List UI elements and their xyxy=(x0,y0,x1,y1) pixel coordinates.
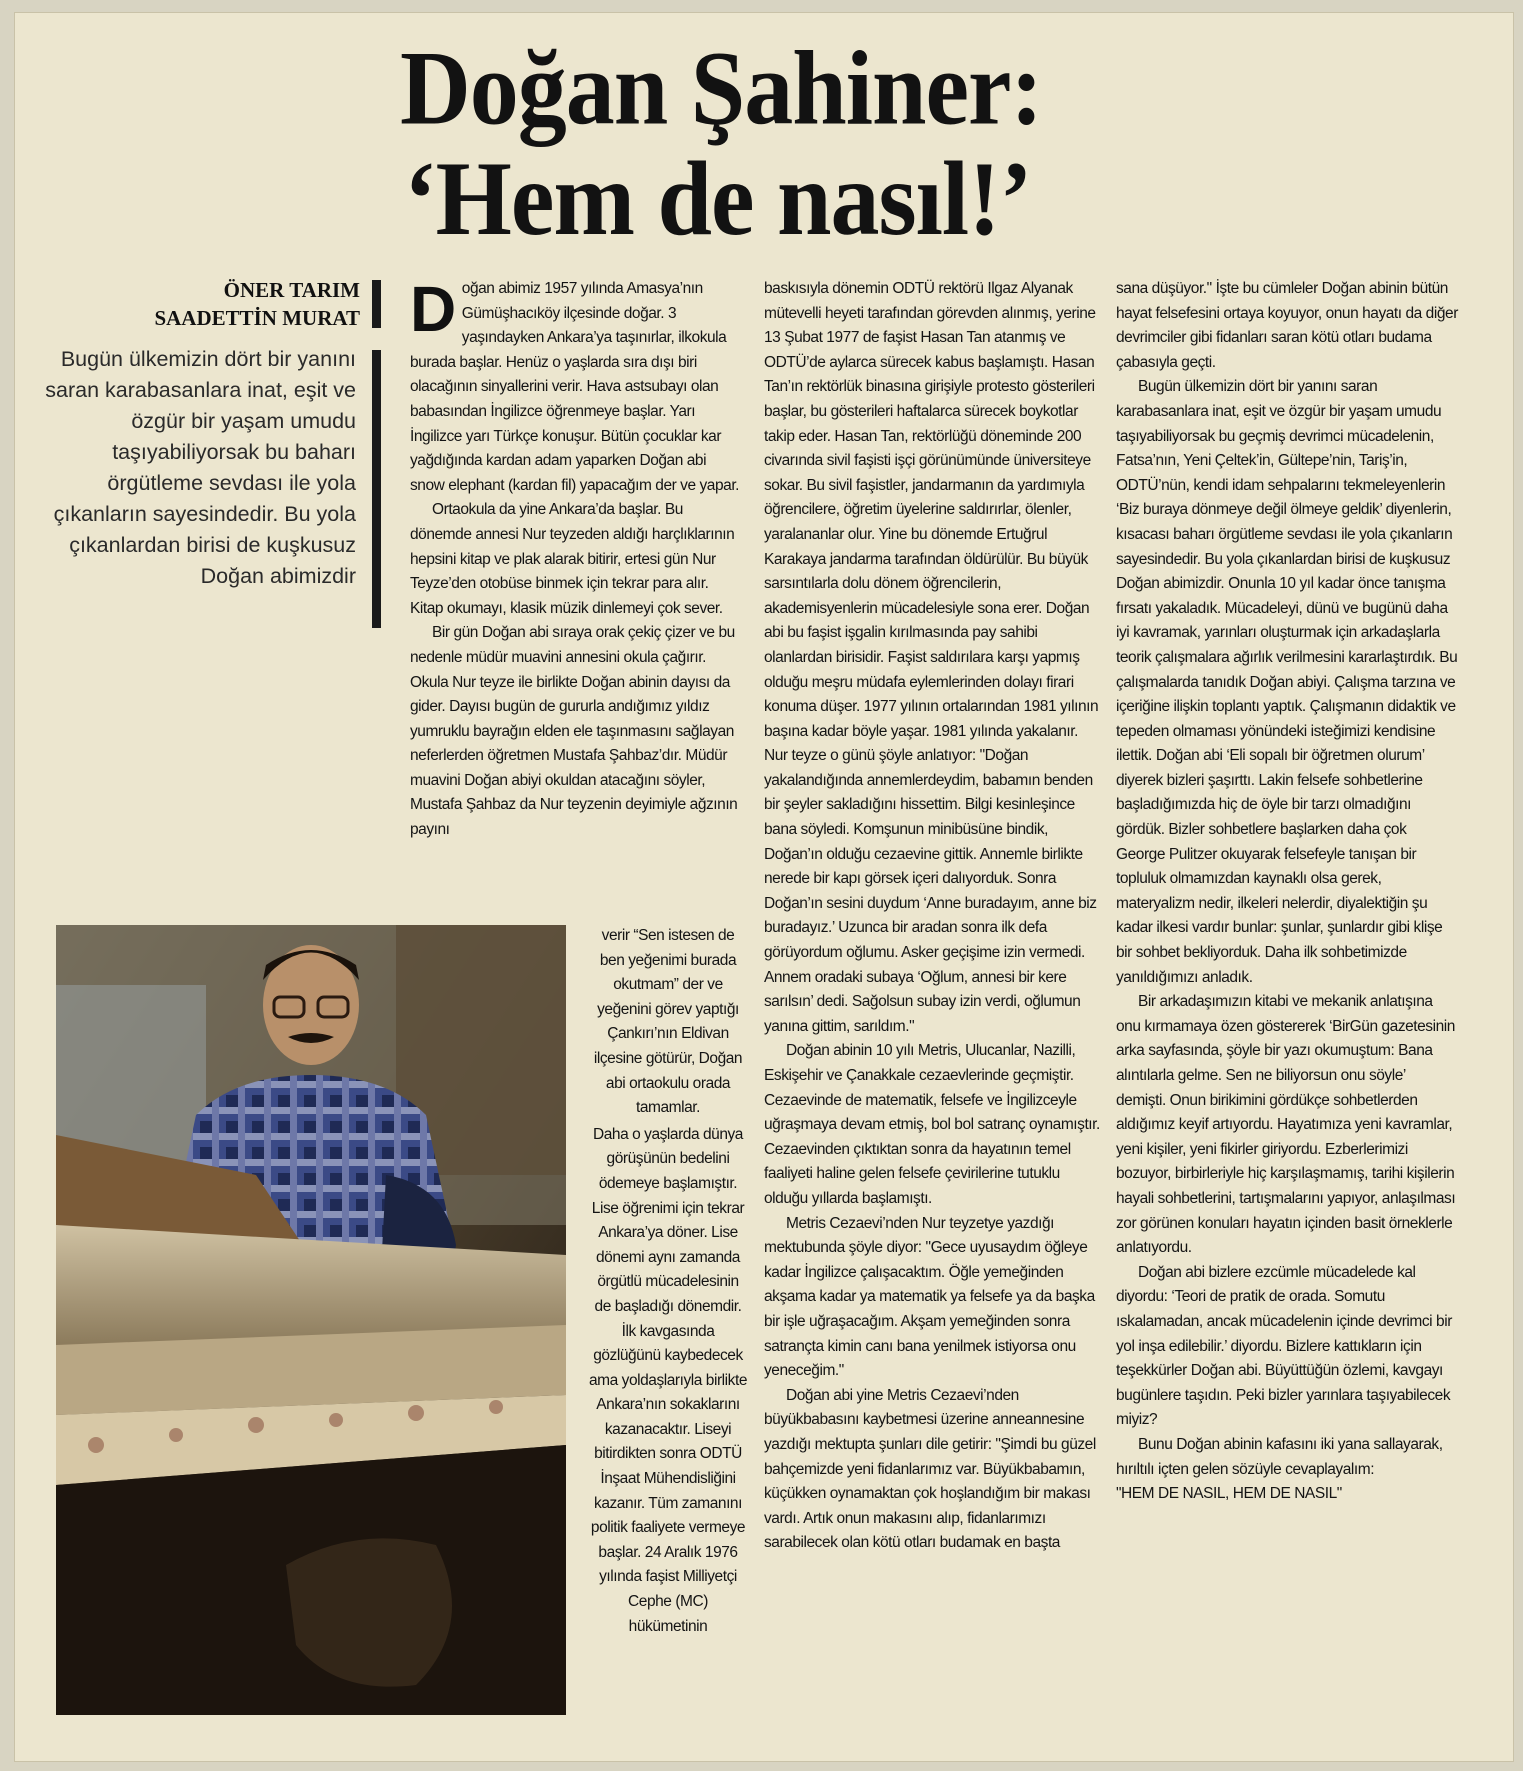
article-paragraph: Ortaokula da yine Ankara’da başlar. Bu dönemde annesi Nur teyzeden aldığı harçlıklarının hepsini kitap ve plak alarak bitirir, ertesi gün Nur Teyze’den otobüse binmek için tekrar para alır. Kitap okumayı, klasik müzik dinlemeyi çok sever. xyxy=(410,501,735,617)
author-byline xyxy=(120,276,360,332)
bleed-through-right xyxy=(1230,40,1500,270)
article-column-1 xyxy=(410,273,742,843)
drop-cap: D xyxy=(410,273,456,345)
intro-rule xyxy=(372,350,381,628)
article-paragraph: Bir arkadaşımızın kitabi ve mekanik anlatışına onu kırmamaya özen göstererek ‘BirGün gazetesinin arka sayfasında, şöyle bir yazı okumuştum: Bana alıntılarla gelme. Sen ne biliyorsun onu söyle’ demişti. Onun birikimini gördükçe sohbetlerden aldığımız keyif artıyordu. Hayatımıza yeni kavramlar, yeni kişiler, yeni fikirler giriyordu. Ezberlerimizi bozuyor, birbirleriyle hiç karşılaşmamış, tarihi kişilerin hayali sohbetlerini, tartışmalarını yapıyor, anlaşılması zor görünen konuları hayatın içinden basit örneklerle anlatıyordu. xyxy=(1116,993,1456,1257)
headline-line-1: Doğan Şahiner: xyxy=(400,30,1043,148)
article-paragraph: baskısıyla dönemin ODTÜ rektörü Ilgaz Alyanak mütevelli heyeti tarafından görevden alınmış, yerine 13 Şubat 1977 de faşist Hasan Tan atanmış ve ODTÜ’de aylarca sürecek kabus başlamıştı. Hasan Tan’ın rektörlük binasına girişiyle protesto gösterileri başlar, bu gösterileri haftalarca sürecek boykotlar takip eder. Hasan Tan, rektörlüğü döneminde 200 civarında sivil faşisti işçi görünümünde üniversiteye sokar. Bu sivil faşistler, jandarmanın da yardımıyla öğrencilere, öğretim üyelerine saldırırlar, ölenler, yaralananlar olur. Yine bu dönemde Ertuğrul Karakaya jandarma tarafından öldürülür. Bu büyük sarsıntılarla dolu dönem öğrencilerin, akademisyenlerin mücadelesiyle sona erer. Doğan abi bu faşist işgalin kırılmasında pay sahibi olanlardan birisidir. Faşist saldırılara karşı yapmış olduğu meşru müdafa eylemlerinden dolayı firari konuma düşer. 1977 yılının ortalarından 1981 yılının başına kadar böyle yaşar. 1981 yılında yakalanır. Nur teyze o günü şöyle anlatıyor: "Doğan yakalandığında annemlerdeydim, babamın benden bir şeyler sakladığını hissettim. Bilgi kesinleşince bana söyledi. Komşunun minibüsüne bindik, Doğan’ın olduğu cezaevine gittik. Annemle birlikte nerede bir kapı görsek içeri dalıyorduk. Sonra Doğan’ın sesini duydum ‘Anne buradayım, anne biz buradayız.’ Uzunca bir aradan sonra ilk defa görüyordum oğlumu. Asker geçişime izin vermedi. Annem oradaki subaya ‘Oğlum, annesi bir kere sarılsın’ dedi. Sağolsun subay izin verdi, oğlumun yanına gittim, sarıldım." xyxy=(764,280,1099,1035)
article-paragraph: Bunu Doğan abinin kafasını iki yana sallayarak, hırıltılı içten gelen sözüyle cevaplayalım: xyxy=(1116,1435,1443,1478)
closing-quote: "HEM DE NASIL, HEM DE NASIL" xyxy=(1116,1485,1342,1503)
intro-paragraph: Bugün ülkemizin dört bir yanını saran karabasanlara inat, eşit ve özgür bir yaşam umudu taşıyabiliyorsak bu baharı örgütleme sevdası ile yola çıkanların sayesindedir. Bu yola çıkanlardan birisi de kuşkusuz Doğan abimizdir xyxy=(45,347,356,588)
headline-line-2: ‘Hem de nasıl!’ xyxy=(404,140,1032,258)
headline xyxy=(400,30,1220,258)
article-paragraph: Doğan abimiz 1957 yılında Amasya’nın Gümüşhacıköy ilçesinde doğar. 3 yaşındayken Ankara’ya taşınırlar, ilkokula burada başlar. Henüz o yaşlarda sıra dışı biri olacağının sinyallerini verir. Hava astsubayı olan babasından İngilizce öğrenmeye başlar. Yarı İngilizce yarı Türkçe konuşur. Bütün çocuklar kar yağdığında kardan adam yaparken Doğan abi snow elephant (kardan fil) yapacağım der ve yapar. xyxy=(410,273,740,494)
article-paragraph: Doğan abinin 10 yılı Metris, Ulucanlar, Nazilli, Eskişehir ve Çanakkale cezaevlerinde geçmiştir. Cezaevinde de matematik, felsefe ve İngilizceyle uğraşmaya devam etmiş, bol bol satranç oynamıştır. Cezaevinden çıktıktan sonra da hayatının temel faaliyeti haline gelen felsefe çevirilerine tutuklu olduğu yıllarda başlamıştı. xyxy=(764,1042,1100,1207)
author-name: SAADETTİN MURAT xyxy=(154,306,360,330)
article-paragraph: Bir gün Doğan abi sıraya orak çekiç çizer ve bu nedenle müdür muavini annesini okula çağırır. Okula Nur teyze ile birlikte Doğan abinin dayısı da gider. Dayısı bugün de gururla andığımız yıldız yumruklu bayrağın elden ele taşınmasını sağlayan neferlerden öğretmen Mustafa Şahbaz’dır. Müdür muavini Doğan abiyi okuldan atacağını söyler, Mustafa Şahbaz da Nur teyzenin deyimiyle ağzının payını xyxy=(410,624,738,839)
article-column-1-continued xyxy=(588,924,748,1639)
author-name: ÖNER TARIM xyxy=(223,278,360,302)
man-portrait-photo xyxy=(56,925,566,1715)
article-paragraph: Bugün ülkemizin dört bir yanını saran karabasanlara inat, eşit ve özgür bir yaşam umudu taşıyabiliyorsak bu geçmiş devrimci mücadelenin, Fatsa’nın, Yeni Çeltek’in, Gültepe’nin, Tariş’in, ODTÜ’nün, kendi idam sehpalarını tekmeleyenlerin ‘Biz buraya dönmeye değil ölmeye geldik’ diyenlerin, kısacası baharı örgütleme sevdası ile yola çıkanların sayesindedir. Bu yola çıkanlardan birisi de kuşkusuz Doğan abimizdir. Onunla 10 yıl kadar önce tanışma fırsatı yakaladık. Mücadeleyi, dünü ve bugünü daha iyi kavramak, yarınları oluşturmak için arkadaşlarla teorik çalışmalara ağırlık verilmesini kararlaştırdık. Bu çalışmalarda tanıdık Doğan abiyi. Çalışma tarzına ve içeriğine ilişkin toplantı yaptık. Çalışmanın didaktik ve tepeden olmaması yönündeki isteğimizi kendisine ilettik. Doğan abi ‘Eli sopalı bir öğretmen olurum’ diyerek bizleri şaşırttı. Lakin felsefe sohbetlerine başladığımızda hiç de öyle bir tarzı olmadığını gördük. Bizler sohbetlere başlarken daha çok George Pulitzer okuyarak felsefeyle tanışan bir topluluk olmamızdan kaynaklı olsa gerek, materyalizm nedir, ilkeleri nelerdir, diyalektiğin şu kadar ilkesi vardır bunlar: şunlar, şunlardır gibi klişe bir sohbet bekliyorduk. Daha ilk sohbetimizde yanıldığımızı anladık. xyxy=(1116,378,1458,986)
article-paragraph: sana düşüyor." İşte bu cümleler Doğan abinin bütün hayat felsefesini ortaya koyuyor, onun hayatı da diğer devrimciler gibi fidanları saran kötü otları budama çabasıyla geçti. xyxy=(1116,280,1458,371)
photo-illustration xyxy=(56,925,566,1715)
article-paragraph: Metris Cezaevi’nden Nur teyzetye yazdığı mektubunda şöyle diyor: "Gece uyusaydım öğleye kadar İngilizce çalışacaktım. Öğle yemeğinden akşama kadar ya matematik ya felsefe ya da başka bir işle uğraşacağım. Akşam yemeğinden sonra satrançta kimin canı bana yenilmek istiyorsa onu yeneceğim." xyxy=(764,1214,1095,1380)
article-paragraph: Daha o yaşlarda dünya görüşünün bedelini ödemeye başlamıştır. Lise öğrenimi için tekrar Ankara’ya döner. Lise dönemi aynı zamanda örgütlü mücadelesinin de başladığı dönemdir. İlk kavgasında gözlüğünü kaybedecek ama yoldaşlarıyla birlikte Ankara’nın sokaklarını kazanacaktır. Liseyi bitirdikten sonra ODTÜ İnşaat Mühendisliğini kazanır. Tüm zamanını politik faaliyete vermeye başlar. 24 Aralık 1976 yılında faşist Milliyetçi Cephe (MC) hükümetinin xyxy=(588,1125,747,1635)
article-column-3 xyxy=(1116,277,1458,1507)
byline-rule xyxy=(372,280,381,328)
article-paragraph: Doğan abi yine Metris Cezaevi’nden büyükbabasını kaybetmesi üzerine anneannesine yazdığı mektupta şunları dile getirir: "Şimdi bu güzel bahçemizde yeni fidanlarımız var. Büyükbabamın, küçükken oynamaktan çok hoşlandığım bir makası vardı. Artık onun makasını alıp, fidanlarımızı sarabilecek olan kötü otları budamak en başta xyxy=(764,1386,1096,1552)
article-paragraph: verir “Sen istesen de ben yeğenimi burada okutmam” der ve yeğenini görev yaptığı Çankırı’nın Eldivan ilçesine götürür, Doğan abi ortaokulu orada tamamlar. xyxy=(593,927,743,1117)
article-paragraph: Doğan abi bizlere ezcümle mücadelede kal diyordu: ‘Teori de pratik de orada. Somutu ıskalamadan, ancak mücadelenin içinde devrimci bir yol inşa edilebilir.’ diyordu. Bizlere kattıkların için teşekkürler Doğan abi. Büyüttüğün özlemi, kavgayı bugünlere taşıdın. Peki bizler yarınlara taşıyabilecek miyiz? xyxy=(1116,1263,1452,1429)
article-column-2 xyxy=(764,277,1100,1556)
